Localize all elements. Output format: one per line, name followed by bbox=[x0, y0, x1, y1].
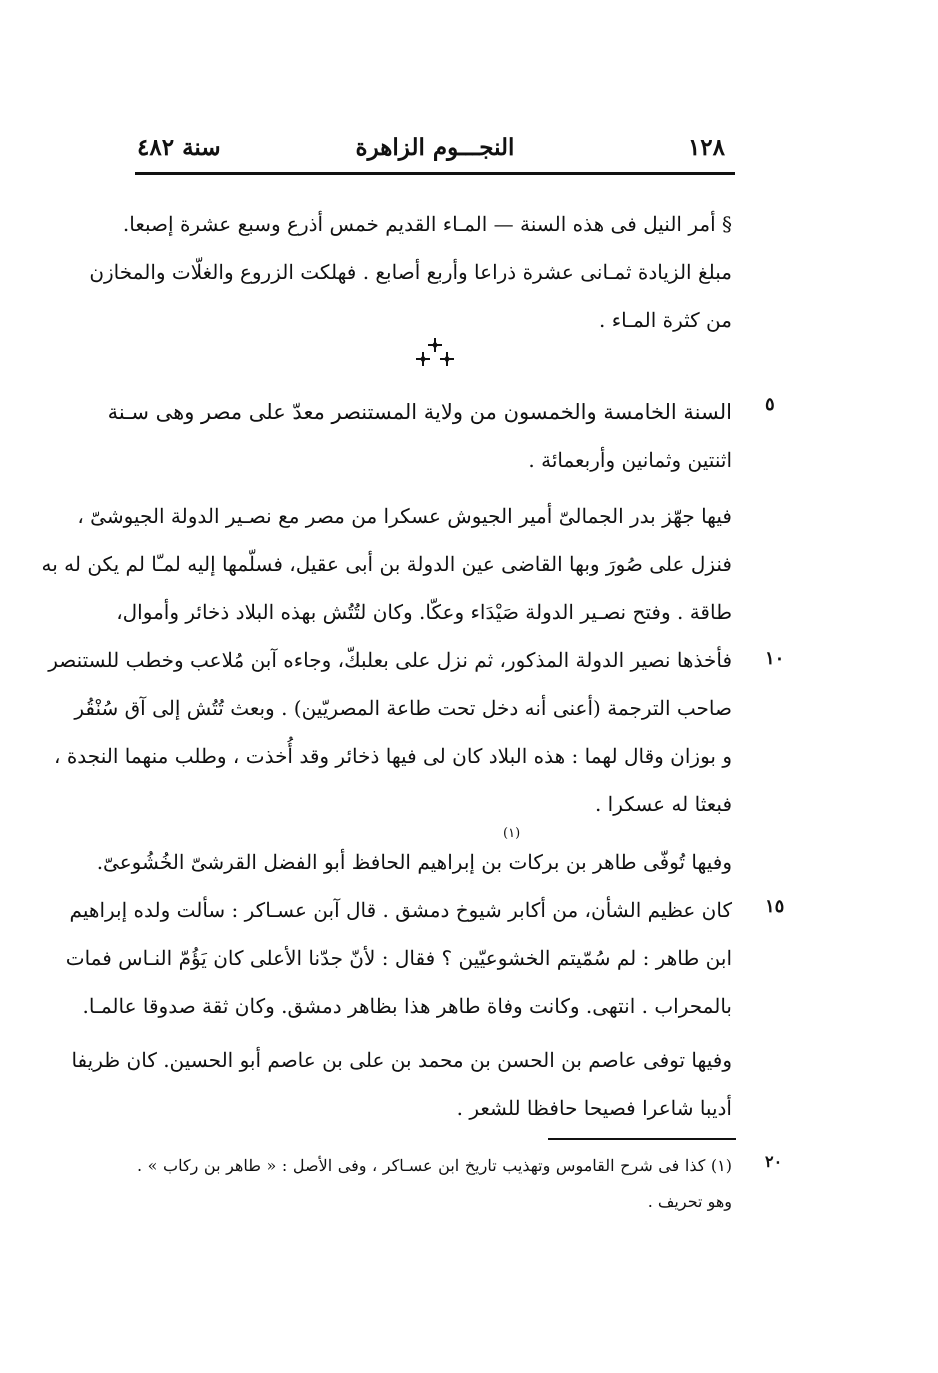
running-title: النجـــوم الزاهرة bbox=[355, 134, 515, 161]
footnote-line: وهو تحريف . bbox=[647, 1192, 732, 1211]
margin-line-number: ١٠ bbox=[765, 648, 785, 669]
text-line: وفيها تُوفّى طاهر بن بركات بن إبراهيم الحافظ أبو الفضل القرشىّ الخُشُوعىّ. bbox=[96, 850, 732, 874]
text-line: صاحب الترجمة (أعنى أنه دخل تحت طاعة المصريّين) . وبعث تُتُش إلى آق سُنْقُر bbox=[74, 696, 732, 720]
text-line: طاقة . وفتح نصـير الدولة صَيْدَاء وعكّا. وكان لتُتُش بهذه البلاد ذخائر وأموال، bbox=[116, 600, 732, 624]
text-line: بالمحراب . انتهى. وكانت وفاة طاهر هذا بظاهر دمشق. وكان ثقة صدوقا عالمـا. bbox=[82, 994, 732, 1018]
text-line: فنزل على صُورَ وبها القاضى عين الدولة بن أبى عقيل، فسلّمها إليه لمـّا لم يكن له به bbox=[41, 552, 732, 576]
text-line: السنة الخامسة والخمسون من ولاية المستنصر معدّ على مصر وهى سـنة bbox=[107, 400, 732, 424]
paragraph-asim bbox=[71, 1036, 732, 1132]
text-line: فيها جهّز بدر الجمالىّ أمير الجيوش عسكرا من مصر مع نصـير الدولة الجيوشىّ ، bbox=[77, 504, 732, 528]
footnote bbox=[137, 1148, 732, 1220]
text-line: اثنتين وثمانين وأربعمائة . bbox=[528, 448, 732, 472]
text-line: و بوزان وقال لهما : هذه البلاد كان لى فيها ذخائر وقد أُخذت ، وطلب منهما النجدة ، bbox=[54, 744, 732, 768]
page-number: ١٢٨ bbox=[687, 134, 725, 161]
paragraph-nile bbox=[89, 200, 732, 344]
footnote-rule bbox=[548, 1138, 736, 1140]
margin-line-number: ١٥ bbox=[765, 896, 785, 917]
text-line: أديبا شاعرا فصيحا حافظا للشعر . bbox=[456, 1096, 732, 1120]
page-header bbox=[135, 128, 735, 168]
section-ornament-icon bbox=[405, 335, 465, 375]
text-line: § أمر النيل فى هذه السنة — المـاء القديم خمس أذرع وسبع عشرة إصبعا. bbox=[122, 212, 732, 236]
header-rule bbox=[135, 172, 735, 175]
paragraph-events bbox=[41, 492, 732, 828]
text-line: فأخذها نصير الدولة المذكور، ثم نزل على بعلبكّ، وجاءه آبن مُلاعب وخطب للستنصر bbox=[48, 648, 732, 672]
text-line: من كثرة المـاء . bbox=[598, 308, 732, 332]
text-line: وفيها توفى عاصم بن الحسن بن محمد بن على بن عاصم أبو الحسين. كان ظريفا bbox=[71, 1048, 732, 1072]
paragraph-year-heading bbox=[107, 388, 732, 484]
margin-line-number: ٥ bbox=[765, 394, 775, 415]
footnote-line: (١) كذا فى شرح القاموس وتهذيب تاريخ ابن عسـاكر ، وفى الأصل : « طاهر بن ركاب » . bbox=[137, 1156, 732, 1175]
paragraph-tahir bbox=[65, 838, 732, 1030]
footnote-marker: (١) bbox=[503, 826, 521, 841]
year-heading: سنة ٤٨٢ bbox=[137, 134, 221, 161]
text-line: ابن طاهر : لم سُمّيتم الخشوعيّين ؟ فقال : لأنّ جدّنا الأعلى كان يَؤُمّ النـاس فمات bbox=[65, 946, 732, 970]
text-line: كان عظيم الشأن، من أكابر شيوخ دمشق . قال آبن عسـاكر : سألت ولده إبراهيم bbox=[69, 898, 732, 922]
text-line: مبلغ الزيادة ثمـانى عشرة ذراعا وأربع أصابع . فهلكت الزروع والغلّات والمخازن bbox=[89, 260, 732, 284]
margin-line-number: ٢٠ bbox=[765, 1152, 783, 1171]
text-line: فبعثا له عسكرا . bbox=[594, 792, 732, 816]
